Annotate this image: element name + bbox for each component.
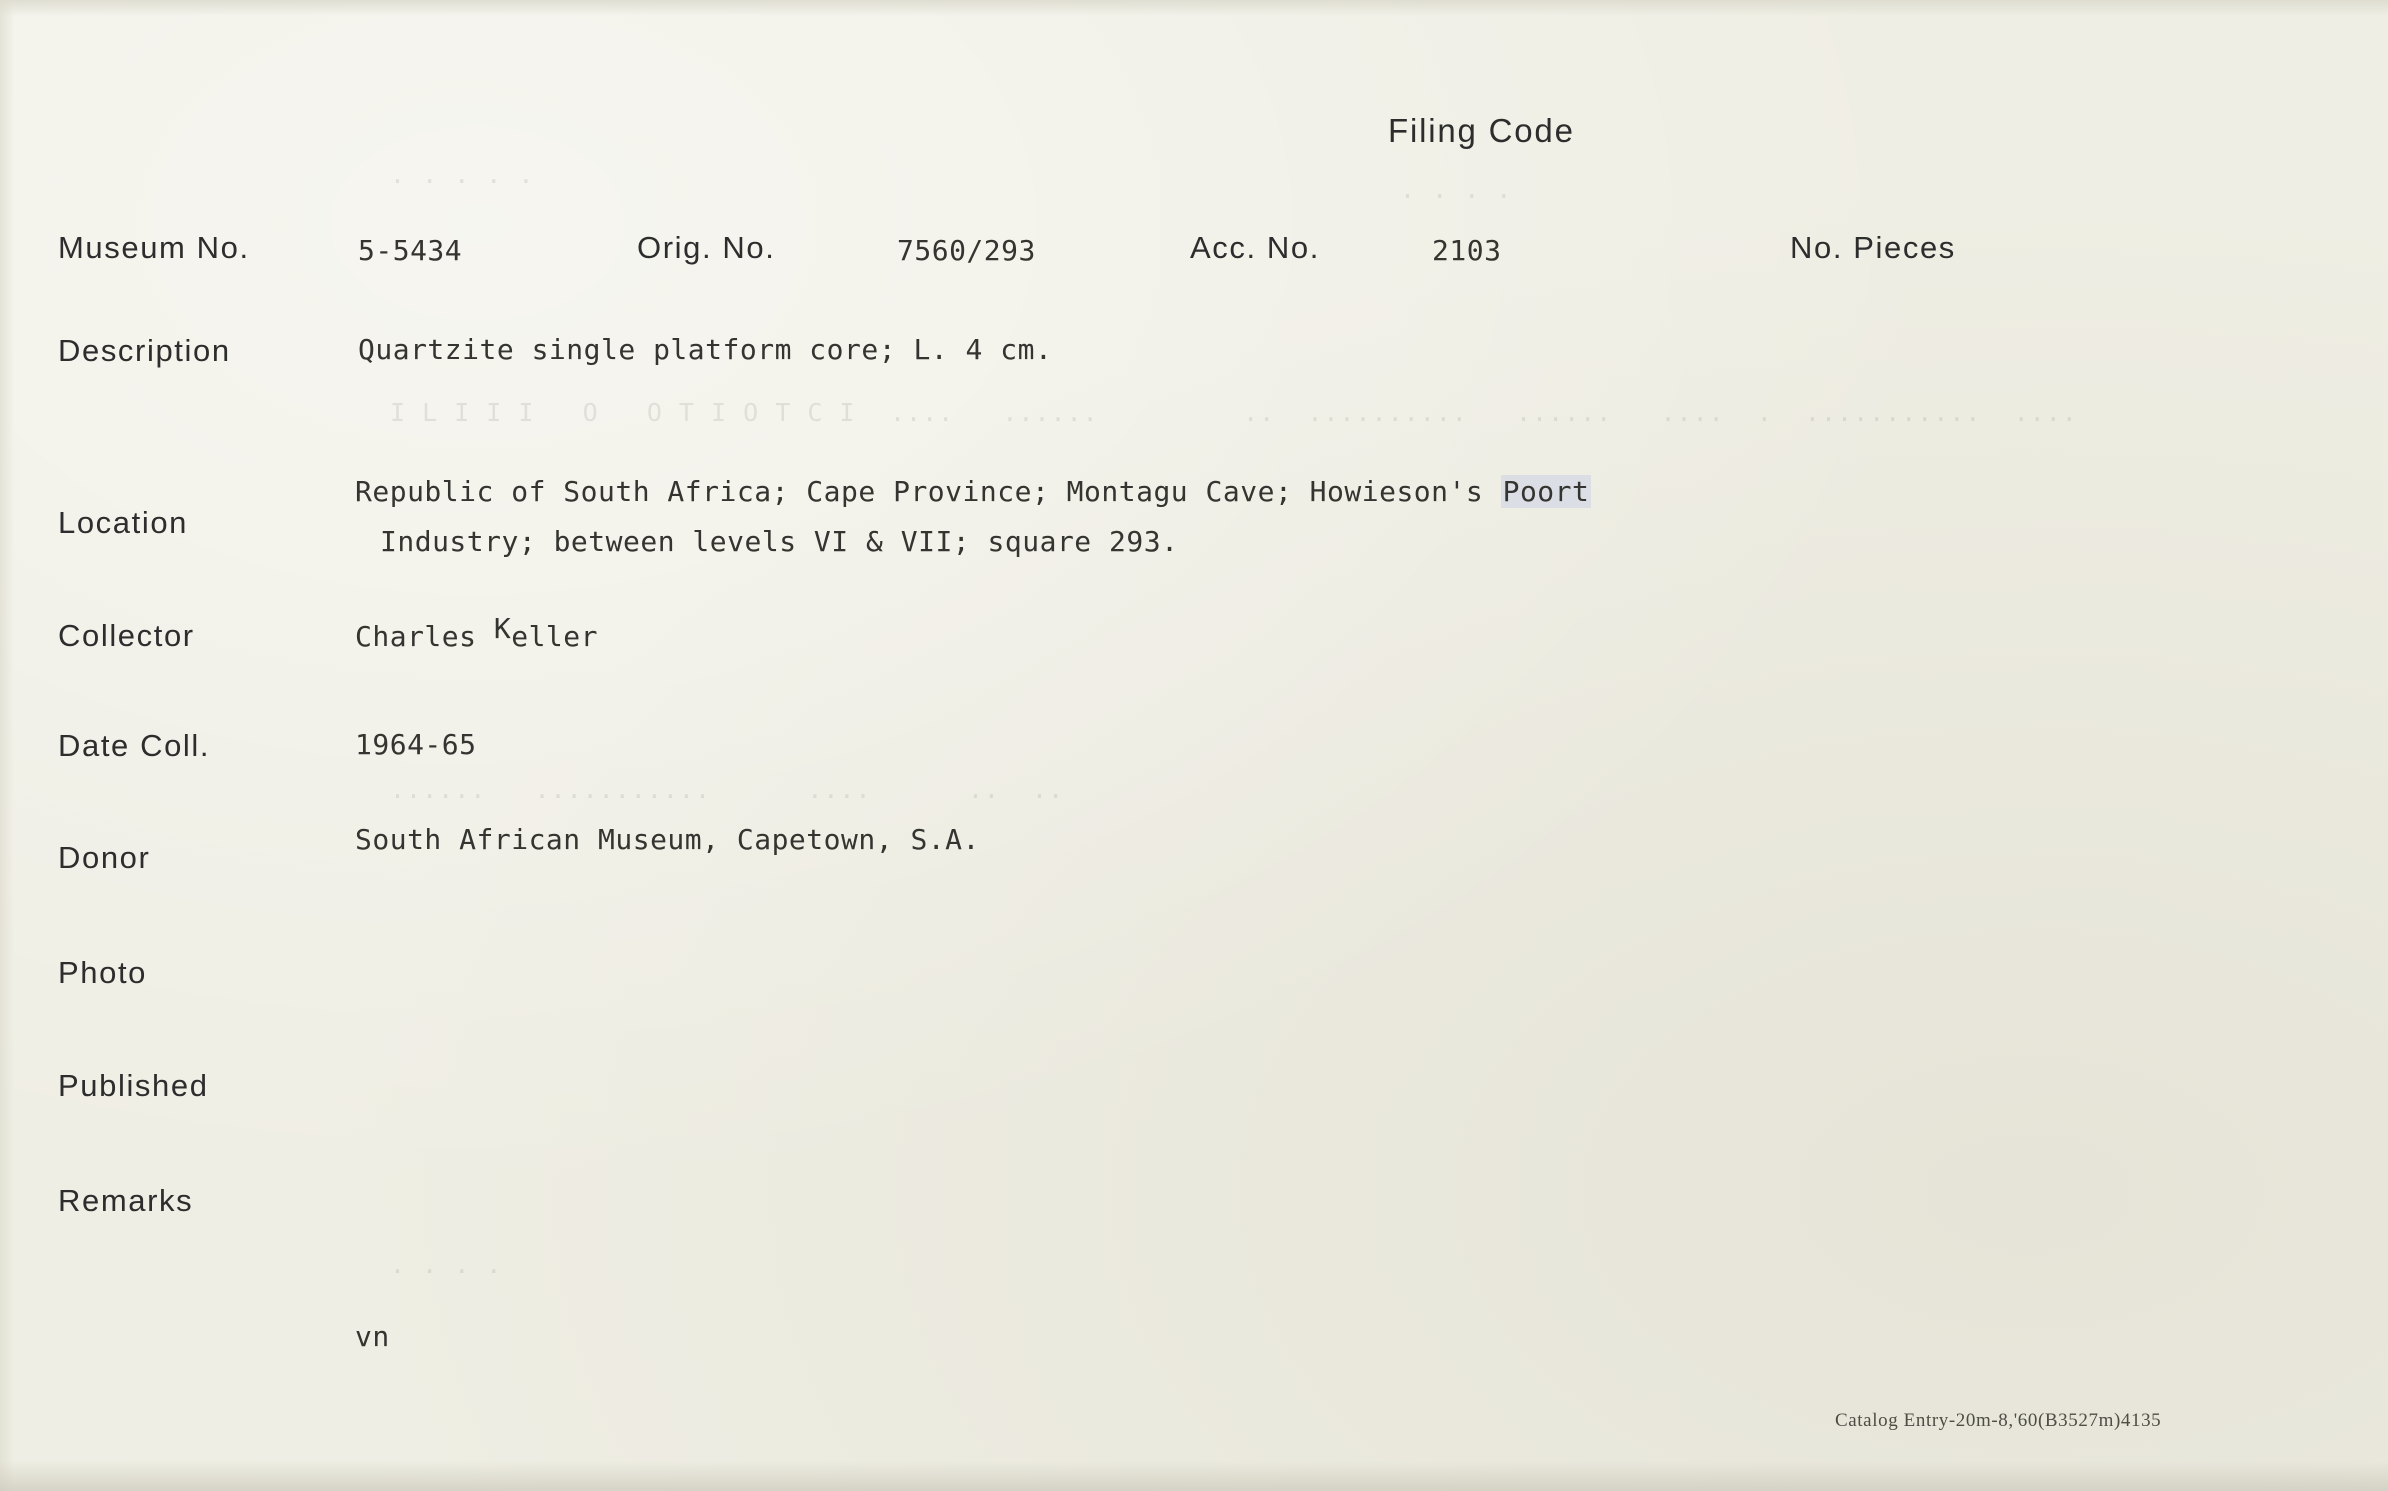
published-label: Published (58, 1068, 209, 1103)
collector-first: Charles (355, 620, 494, 653)
card-edge-top (0, 0, 2388, 16)
orig-no-label: Orig. No. (637, 230, 776, 265)
scan-artifact-5: ...... ........... .... .. .. (390, 775, 1065, 804)
photo-label: Photo (58, 955, 148, 990)
acc-no-label: Acc. No. (1190, 230, 1320, 265)
card-edge-left (0, 0, 14, 1491)
scan-artifact-3: I L I I I O O T I O T C I (390, 398, 856, 427)
scan-artifact-4: .... ...... .. .......... ...... .... . ........... .... (890, 398, 2078, 427)
scan-artifact-1: . . . . . (390, 160, 535, 189)
initials-value: vn (355, 1320, 390, 1353)
location-line1-highlight: Poort (1502, 475, 1590, 508)
date-coll-label: Date Coll. (58, 728, 211, 763)
scan-artifact-2: . . . . (1400, 175, 1513, 204)
no-pieces-label: No. Pieces (1790, 230, 1956, 265)
museum-no-value: 5-5434 (358, 234, 463, 267)
remarks-label: Remarks (58, 1183, 194, 1218)
catalog-print-code: Catalog Entry-20m-8,'60(B3527m)4135 (1835, 1410, 2162, 1431)
orig-no-value: 7560/293 (897, 234, 1036, 267)
description-label: Description (58, 333, 231, 368)
description-value: Quartzite single platform core; L. 4 cm. (358, 333, 1053, 366)
location-label: Location (58, 505, 189, 540)
card-edge-bottom (0, 1461, 2388, 1491)
date-coll-value: 1964-65 (355, 728, 477, 761)
collector-last: eller (511, 620, 599, 653)
filing-code-label: Filing Code (1388, 112, 1575, 149)
museum-no-label: Museum No. (58, 230, 250, 265)
location-line1-text: Republic of South Africa; Cape Province; Montagu Cave; Howieson's (355, 475, 1501, 508)
location-value-line2: Industry; between levels VI & VII; square 293. (380, 525, 1179, 558)
location-value-line1 (355, 475, 1591, 508)
collector-label: Collector (58, 618, 195, 653)
acc-no-value: 2103 (1432, 234, 1502, 267)
donor-label: Donor (58, 840, 151, 875)
donor-value: South African Museum, Capetown, S.A. (355, 823, 980, 856)
scan-artifact-6: . . . . (390, 1250, 503, 1279)
collector-superscript-k: K (493, 612, 512, 645)
collector-value (355, 612, 599, 653)
